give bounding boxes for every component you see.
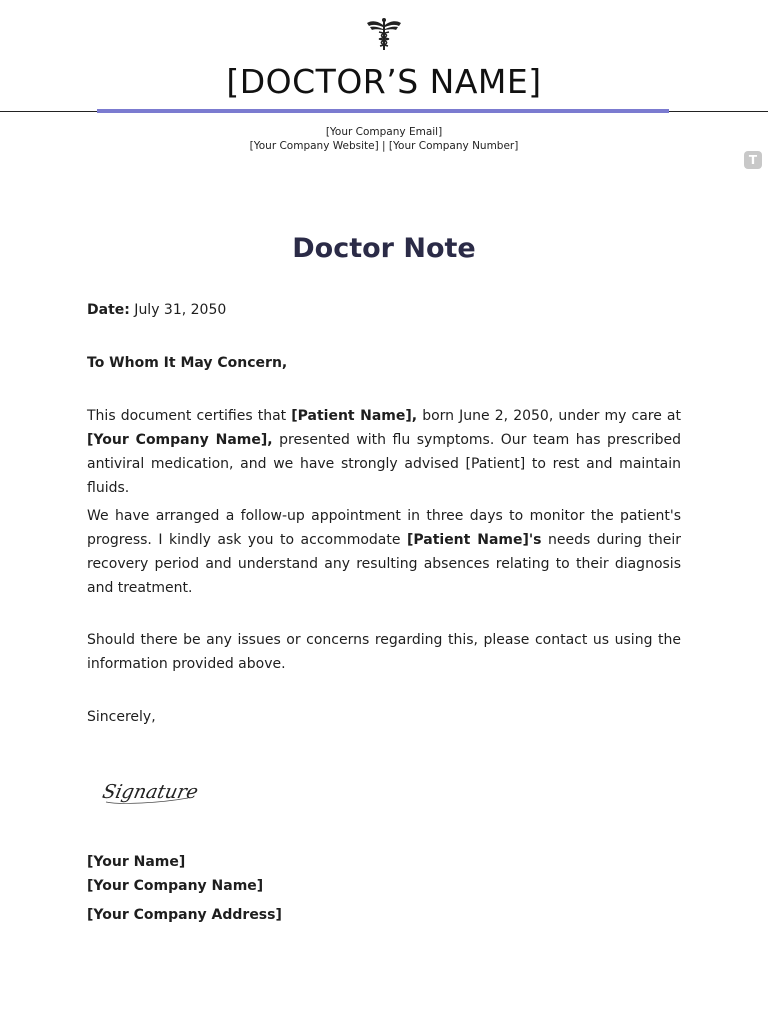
company-name-placeholder: [Your Company Name], xyxy=(87,432,273,448)
signer-name: [Your Name] xyxy=(87,854,186,870)
paragraph-follow-up xyxy=(87,504,681,600)
document-title: Doctor Note xyxy=(292,233,476,264)
salutation: To Whom It May Concern, xyxy=(87,355,288,371)
company-website-number: [Your Company Website] | [Your Company Number] xyxy=(249,140,519,152)
signer-address: [Your Company Address] xyxy=(87,907,282,923)
paragraph-certification xyxy=(87,404,681,500)
company-email: [Your Company Email] xyxy=(325,126,443,138)
date-label: Date: xyxy=(87,302,130,318)
patient-name-placeholder: [Patient Name], xyxy=(291,408,418,424)
para2-text-2: needs during their recovery period and understand any resulting absences relating to their diagnosis and treatment. xyxy=(87,532,682,596)
para1-text-3: presented with flu symptoms. Our team has prescribed antiviral medication, and we have strongly advised [Patient] to rest and maintain fluids. xyxy=(87,432,681,496)
para2-text-1: We have arranged a follow-up appointment in three days to monitor the patient's progress. I kindly ask you to accommodate xyxy=(87,508,681,548)
signer-company: [Your Company Name] xyxy=(87,878,264,894)
text-tool-badge[interactable]: T xyxy=(744,151,762,169)
para1-text-1: This document certifies that xyxy=(87,408,292,424)
doctor-name-heading: [DOCTOR’S NAME] xyxy=(226,62,542,101)
patient-name-possessive: [Patient Name]'s xyxy=(406,532,542,548)
signature-script: Signature xyxy=(100,780,200,803)
header-accent-bar xyxy=(97,109,669,113)
closing: Sincerely, xyxy=(87,709,156,725)
signature-image xyxy=(100,772,200,812)
paragraph-contact: Should there be any issues or concerns regarding this, please contact us using the information provided above. xyxy=(87,632,681,672)
para1-text-2: born June 2, 2050, under my care at xyxy=(417,408,682,424)
date-line xyxy=(87,298,681,322)
caduceus-icon xyxy=(366,17,402,51)
date-value: July 31, 2050 xyxy=(129,302,227,318)
